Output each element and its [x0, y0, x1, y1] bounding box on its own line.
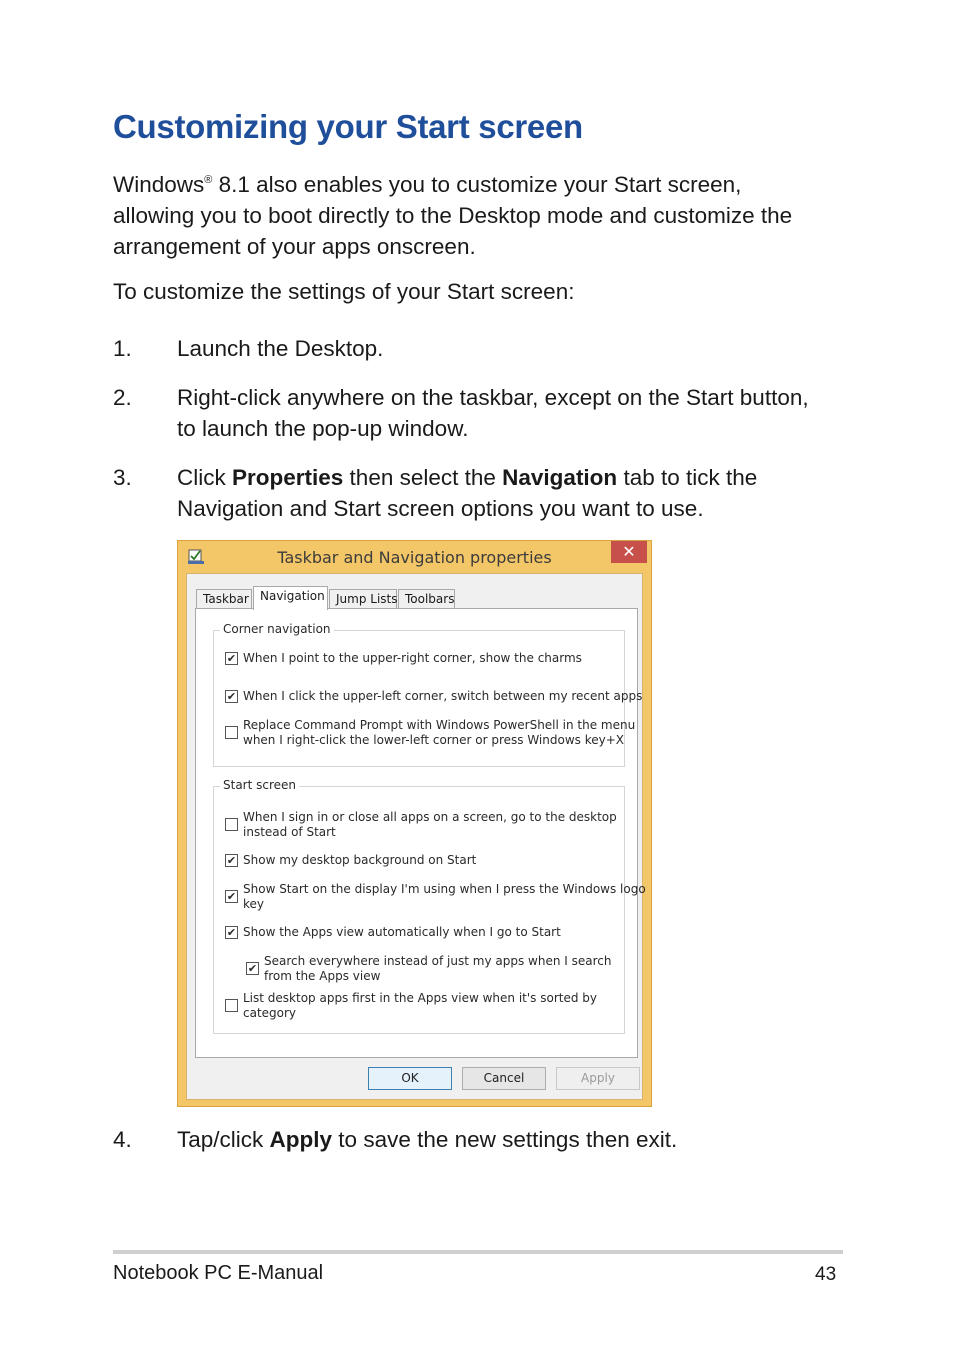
step-text-line1: Right-click anywhere on the taskbar, except on the Start button,: [177, 385, 809, 410]
taskbar-navigation-dialog: [177, 540, 652, 1107]
group-legend: Start screen: [220, 778, 299, 792]
checkmark-icon: ✔: [226, 890, 237, 903]
step-number: 3.: [113, 465, 132, 490]
step-text-post: to save the new settings then exit.: [332, 1127, 678, 1152]
intro-line3: arrangement of your apps onscreen.: [113, 234, 476, 259]
group-legend: Corner navigation: [220, 622, 334, 636]
step-text: [177, 382, 843, 444]
apply-button[interactable]: Apply: [556, 1067, 640, 1090]
start-option[interactable]: [225, 810, 617, 840]
step-text: Launch the Desktop.: [177, 336, 384, 361]
checkmark-icon: ✔: [226, 854, 237, 867]
checkmark-icon: ✔: [226, 652, 237, 665]
checkmark-icon: ✔: [247, 962, 258, 975]
apply-term: Apply: [269, 1127, 333, 1152]
start-option[interactable]: [225, 991, 614, 1021]
checkbox-checked[interactable]: [225, 890, 238, 903]
tab-jump-lists[interactable]: Jump Lists: [329, 589, 397, 609]
footer-title: Notebook PC E-Manual: [113, 1262, 324, 1284]
checkbox-checked[interactable]: [246, 962, 259, 975]
step-text-line2: Navigation and Start screen options you want to use.: [177, 496, 704, 521]
start-screen-group: [213, 778, 646, 1034]
step-number: 4.: [113, 1127, 132, 1152]
option-label: Search everywhere instead of just my apps when I search from the Apps view: [264, 954, 612, 983]
close-icon: ✕: [622, 542, 636, 561]
intro-line1: 8.1 also enables you to customize your Start screen,: [212, 172, 742, 197]
dialog-body: [186, 573, 646, 1100]
start-option[interactable]: [225, 853, 614, 868]
ok-button[interactable]: OK: [368, 1067, 452, 1090]
tab-navigation[interactable]: Navigation: [253, 586, 328, 610]
step-text-line2: to launch the pop-up window.: [177, 416, 469, 441]
checkmark-icon: ✔: [226, 690, 237, 703]
option-label: When I sign in or close all apps on a screen, go to the desktop instead of Start: [243, 810, 617, 839]
step-number: 2.: [113, 385, 132, 410]
step-number: 1.: [113, 336, 132, 361]
intro-line2: allowing you to boot directly to the Desktop mode and customize the: [113, 203, 793, 228]
page-heading: Customizing your Start screen: [113, 108, 583, 145]
option-label: List desktop apps first in the Apps view when it's sorted by category: [243, 991, 597, 1020]
option-label: When I click the upper-left corner, switch between my recent apps: [243, 689, 643, 703]
checkbox-checked[interactable]: [225, 854, 238, 867]
option-label: Replace Command Prompt with Windows PowerShell in the menu when I right-click the lower-left corner or press Windows key+X: [243, 718, 636, 747]
checkbox-unchecked[interactable]: [225, 818, 238, 831]
navigation-panel: [195, 608, 646, 1058]
lead-text: To customize the settings of your Start screen:: [113, 279, 575, 304]
close-button[interactable]: [611, 541, 647, 563]
option-label: Show the Apps view automatically when I go to Start: [243, 925, 561, 939]
option-label: When I point to the upper-right corner, show the charms: [243, 651, 582, 665]
start-option[interactable]: [246, 954, 614, 984]
intro-brand: Windows: [113, 172, 205, 197]
page-number: 43: [815, 1264, 837, 1285]
checkbox-checked[interactable]: [225, 652, 238, 665]
option-label: Show Start on the display I'm using when I press the Windows logo key: [243, 882, 646, 911]
navigation-term: Navigation: [502, 465, 618, 490]
corner-navigation-group: [213, 622, 643, 767]
corner-option[interactable]: [225, 689, 643, 704]
footer-rule: [113, 1250, 843, 1254]
registered-mark: ®: [204, 174, 213, 186]
step-text: [177, 1124, 843, 1155]
tab-toolbars[interactable]: Toolbars: [398, 589, 455, 609]
checkbox-unchecked[interactable]: [225, 999, 238, 1012]
corner-option[interactable]: [225, 651, 614, 666]
intro-paragraph: [113, 165, 843, 262]
corner-option[interactable]: [225, 718, 636, 748]
step-text: [177, 462, 843, 524]
properties-term: Properties: [232, 465, 344, 490]
start-option[interactable]: [225, 925, 614, 940]
checkmark-icon: ✔: [226, 926, 237, 939]
step-text-pre: Click: [177, 465, 232, 490]
start-option[interactable]: [225, 882, 646, 912]
step-text-post: tab to tick the: [617, 465, 758, 490]
tab-taskbar[interactable]: Taskbar: [196, 589, 252, 609]
step-text-mid: then select the: [343, 465, 503, 490]
checkbox-unchecked[interactable]: [225, 726, 238, 739]
dialog-title: Taskbar and Navigation properties: [277, 548, 552, 567]
step-text-pre: Tap/click: [177, 1127, 270, 1152]
cancel-button[interactable]: Cancel: [462, 1067, 546, 1090]
checkbox-checked[interactable]: [225, 690, 238, 703]
option-label: Show my desktop background on Start: [243, 853, 477, 867]
checkbox-checked[interactable]: [225, 926, 238, 939]
